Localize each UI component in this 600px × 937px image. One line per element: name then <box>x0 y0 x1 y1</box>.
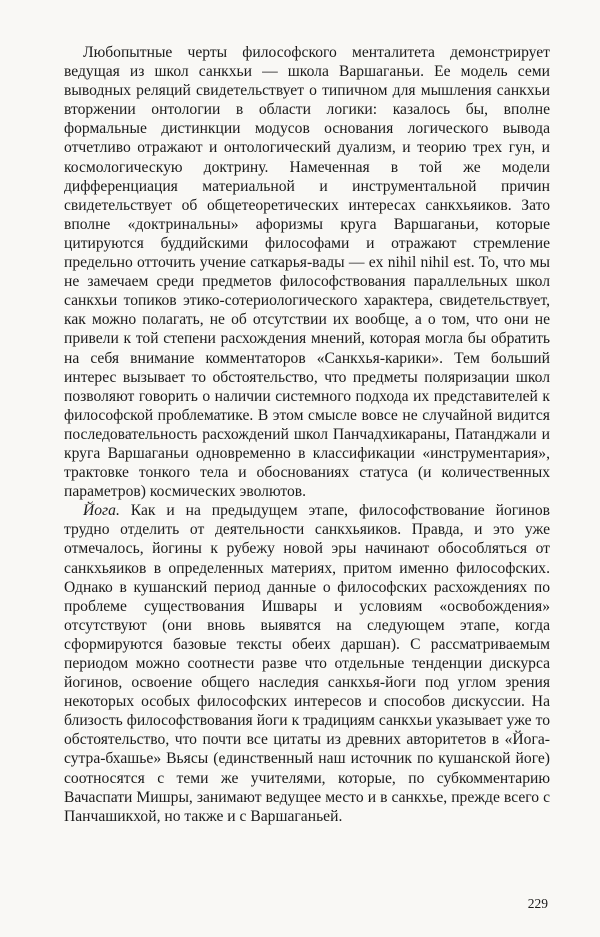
body-text <box>64 43 550 826</box>
paragraph-lead-yoga: Йога. <box>83 502 120 520</box>
paragraph-text: Как и на предыдущем этапе, философствование йогинов трудно отделить от деятельности санкхьяиков. Правда, и это уже отмечалось, йогины к рубежу новой эры начинают обособляться от санкхьяиков в определенных материях, притом именно философских. Однако в кушанский период данные о философских расхождениях по проблеме существования Ишвары и условиям «освобождения» отсутствуют (они вновь выявятся на следующем этапе, когда сформируются базовые тексты обеих даршан). С рассматриваемым периодом можно соотнести разве что отдельные тенденции дискурса йогинов, освоение общего наследия санкхья-йоги под углом зрения некоторых особых философских интересов и способов дискуссии. На близость философствования йоги к традициям санкхьи указывает уже то обстоятельство, что почти все цитаты из древних авторитетов в «Йога-сутра-бхашье» Вьясы (единственный наш источник по кушанской йоге) соотносятся с теми же учителями, которые, по субкомментарию Вачаспати Мишры, занимают ведущее место и в санкхье, прежде всего с Панчашикхой, но также и с Варшаганьей. <box>64 502 550 825</box>
paragraph-yoga <box>64 501 550 826</box>
page-number: 229 <box>527 896 548 911</box>
paragraph-text: Любопытные черты философского менталитета демонстрирует ведущая из школ санкхьи — школа Варшаганьи. Ее модель семи выводных реляций свидетельствует о типичном для мышления санкхьи вторжении онтологии в области логики: казалось бы, вполне формальные дистинкции модусов основания логического вывода отчетливо отражают и онтологический дуализм, и теорию трех гун, и космологическую доктрину. Намеченная в той же модели дифференциация материальной и инструментальной причин свидетельствует об общетеоретических интересах санкхьяиков. Зато вполне «доктринальны» афоризмы круга Варшаганьи, которые цитируются буддийскими философами и отражают стремление предельно отточить учение саткарья-вады — ex nihil nihil est. То, что мы не замечаем среди предметов философствования параллельных школ санкхьи топиков этико-сотериологического характера, свидетельствует, как можно полагать, не об отсутствии их вообще, а о том, что они не привели к той степени расхождения мнений, которая могла бы обратить на себя внимание комментаторов «Санкхья-карики». Тем больший интерес вызывает то обстоятельство, что предметы поляризации школ позволяют говорить о наличии системного подхода их представителей к философской проблематике. В этом смысле вовсе не случайной видится последовательность расхождений школ Панчадхикараны, Патанджали и круга Варшаганьи одновременно в классификации «инструментария», трактовке тонкого тела и обоснованиях статуса (и количественных параметров) космических эволютов. <box>64 44 550 501</box>
paragraph-varshaganya <box>64 43 550 501</box>
